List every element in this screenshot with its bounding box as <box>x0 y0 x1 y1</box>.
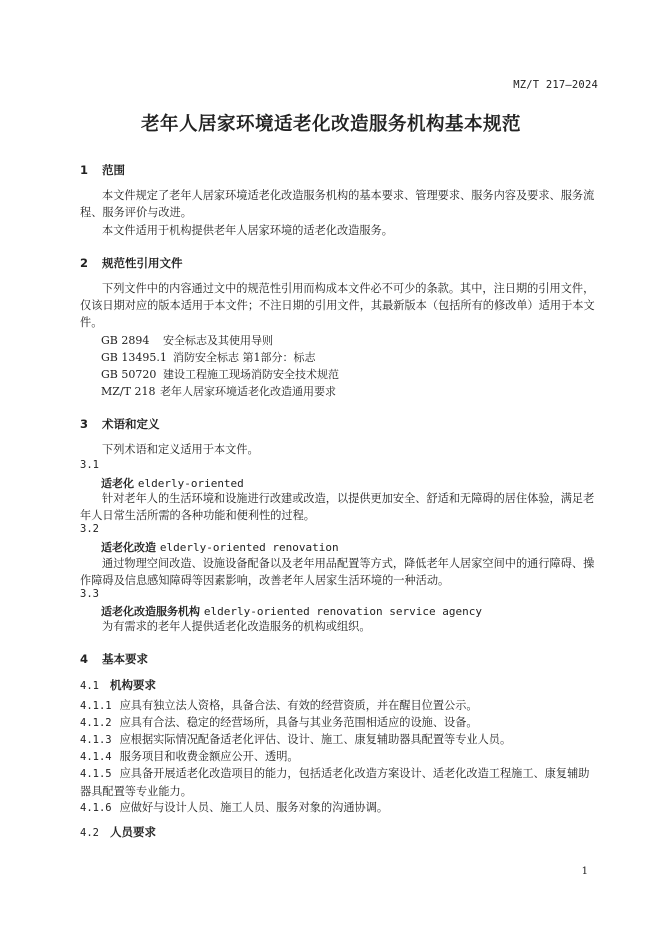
term-definition: 通过物理空间改造、设施设备配备以及老年用品配置等方式，降低老年人居家空间中的通行障碍、操作障碍及信息感知障碍等因素影响，改善老年人居家生活环境的一种活动。 <box>80 557 595 587</box>
section-title: 规范性引用文件 <box>102 256 183 270</box>
term-english: elderly-oriented <box>137 477 244 490</box>
reference-title: 建设工程施工现场消防安全技术规范 <box>163 368 339 381</box>
document-title: 老年人居家环境适老化改造服务机构基本规范 <box>140 114 521 135</box>
normative-reference <box>101 366 339 382</box>
clause-number: 4.1.1 <box>80 700 112 712</box>
reference-title: 老年人居家环境适老化改造通用要求 <box>160 385 336 398</box>
clause-text: 应具有独立法人资格，具备合法、有效的经营资质，并在醒目位置公示。 <box>119 699 478 712</box>
reference-code: GB 13495.1 <box>101 351 167 364</box>
term-number: 3.2 <box>80 523 99 535</box>
clause-number: 4.1.2 <box>80 717 112 729</box>
reference-code: MZ/T 218 <box>101 385 156 398</box>
term-entry <box>101 539 339 555</box>
section-number: 3 <box>80 417 89 431</box>
reference-code: GB 50720 <box>101 368 157 381</box>
normative-reference <box>101 383 336 399</box>
subsection-number: 4.2 <box>80 827 99 839</box>
term-chinese: 适老化 <box>101 477 134 490</box>
section-number: 1 <box>80 163 89 177</box>
clause-text: 应做好与设计人员、施工人员、服务对象的沟通协调。 <box>119 801 389 814</box>
section-4-heading <box>80 651 148 667</box>
term-definition: 为有需求的老年人提供适老化改造服务的机构或组织。 <box>102 620 371 633</box>
clause <box>80 697 600 715</box>
term-english: elderly-oriented renovation service agency <box>203 605 482 618</box>
clause <box>80 714 600 732</box>
section-1-heading <box>80 162 125 178</box>
normative-reference <box>101 349 316 365</box>
subsection-number: 4.1 <box>80 680 99 692</box>
clause <box>80 765 600 800</box>
term-entry <box>101 603 482 619</box>
clause-text: 应具备开展适老化改造项目的能力，包括适老化改造方案设计、适老化改造工程施工、康复辅助器具配置等专业能力。 <box>80 767 590 798</box>
reference-title: 消防安全标志 第1部分：标志 <box>173 351 316 364</box>
clause <box>80 799 600 817</box>
clause-number: 4.1.3 <box>80 734 112 746</box>
subsection-title: 人员要求 <box>110 825 156 839</box>
clause-number: 4.1.5 <box>80 768 112 780</box>
section-title: 基本要求 <box>102 652 148 666</box>
normative-reference <box>101 332 273 348</box>
clause-text: 应根据实际情况配备适老化评估、设计、施工、康复辅助器具配置等专业人员。 <box>119 733 512 746</box>
reference-code: GB 2894 <box>101 334 150 347</box>
standard-number: MZ/T 217—2024 <box>513 79 598 91</box>
section-number: 4 <box>80 652 89 666</box>
term-english: elderly-oriented renovation <box>159 541 339 554</box>
term-number: 3.1 <box>80 459 99 471</box>
paragraph: 下列术语和定义适用于本文件。 <box>102 443 259 456</box>
subsection-title: 机构要求 <box>110 678 156 692</box>
term-number: 3.3 <box>80 588 99 600</box>
section-title: 范围 <box>102 163 125 177</box>
paragraph: 本文件适用于机构提供老年人居家环境的适老化改造服务。 <box>102 224 393 237</box>
paragraph: 本文件规定了老年人居家环境适老化改造服务机构的基本要求、管理要求、服务内容及要求、服务流程、服务评价与改进。 <box>80 189 595 219</box>
section-3-heading <box>80 416 160 432</box>
clause <box>80 748 600 766</box>
reference-title: 安全标志及其使用导则 <box>163 334 273 347</box>
term-definition: 针对老年人的生活环境和设施进行改建或改造，以提供更加安全、舒适和无障碍的居住体验，满足老年人日常生活所需的各种功能和便利性的过程。 <box>80 492 595 522</box>
section-title: 术语和定义 <box>102 417 160 431</box>
term-chinese: 适老化改造 <box>101 541 156 554</box>
clause-text: 应具有合法、稳定的经营场所，具备与其业务范围相适应的设施、设备。 <box>119 716 478 729</box>
section-number: 2 <box>80 256 89 270</box>
page-number: 1 <box>581 866 588 877</box>
subsection-4-1-heading <box>80 677 156 693</box>
clause-text: 服务项目和收费金额应公开、透明。 <box>119 750 299 763</box>
clause <box>80 731 600 749</box>
clause-number: 4.1.4 <box>80 751 112 763</box>
paragraph: 下列文件中的内容通过文中的规范性引用而构成本文件必不可少的条款。其中，注日期的引用文件，仅该日期对应的版本适用于本文件；不注日期的引用文件，其最新版本（包括所有的修改单）适用于本文件。 <box>80 282 595 329</box>
term-chinese: 适老化改造服务机构 <box>101 605 200 618</box>
term-entry <box>101 475 244 491</box>
subsection-4-2-heading <box>80 824 156 840</box>
clause-number: 4.1.6 <box>80 802 112 814</box>
section-2-heading <box>80 255 183 271</box>
